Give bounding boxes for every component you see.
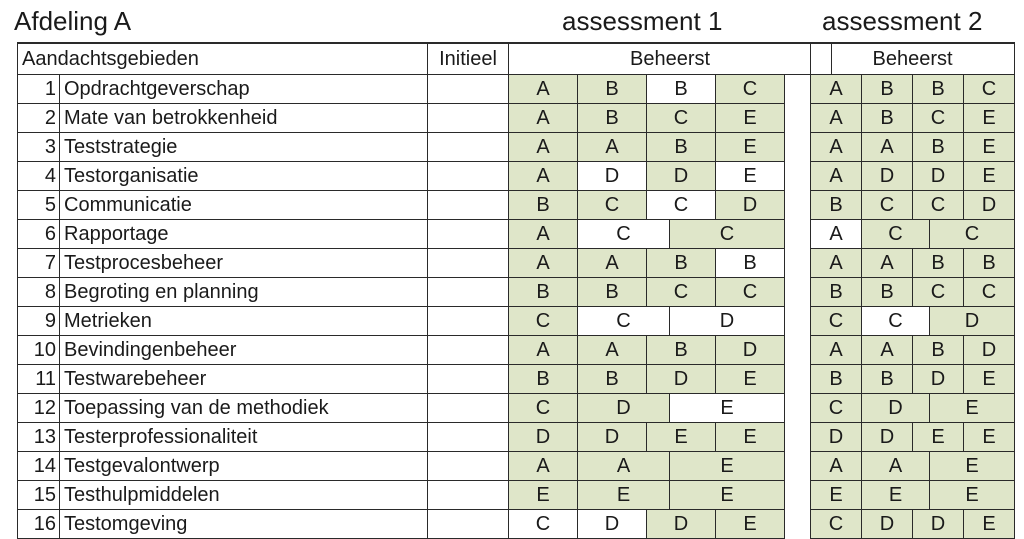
level-cell: A	[509, 133, 578, 162]
row-number: 5	[18, 191, 60, 220]
initial-cell	[428, 191, 509, 220]
table-row	[18, 191, 832, 220]
level-cell: E	[716, 365, 785, 394]
level-cell: A	[811, 249, 862, 278]
level-cell: A	[811, 104, 862, 133]
level-cell: C	[964, 278, 1015, 307]
level-cell: A	[811, 452, 862, 481]
table-row	[18, 394, 832, 423]
table-row	[18, 249, 832, 278]
row-number: 10	[18, 336, 60, 365]
level-cell: B	[913, 336, 964, 365]
initial-cell	[428, 510, 509, 539]
level-cell: A	[509, 162, 578, 191]
table-row	[18, 104, 832, 133]
level-cell: B	[716, 249, 785, 278]
table-row	[811, 220, 1015, 249]
level-cell: C	[647, 191, 716, 220]
level-cell: C	[811, 394, 862, 423]
row-number: 11	[18, 365, 60, 394]
level-cell: E	[716, 510, 785, 539]
level-cell: A	[862, 452, 930, 481]
level-cell: B	[647, 336, 716, 365]
level-cell: D	[578, 162, 647, 191]
level-cell: C	[647, 278, 716, 307]
level-cell: A	[578, 452, 670, 481]
initial-cell	[428, 75, 509, 104]
level-cell: B	[647, 249, 716, 278]
level-cell: B	[862, 104, 913, 133]
level-cell: C	[670, 220, 785, 249]
level-cell: B	[811, 278, 862, 307]
table-row	[811, 191, 1015, 220]
level-cell: B	[862, 365, 913, 394]
mastered-header-a1: Beheerst	[509, 43, 832, 75]
table-row	[18, 510, 832, 539]
area-name: Begroting en planning	[60, 278, 428, 307]
table-row	[18, 336, 832, 365]
level-cell: E	[670, 394, 785, 423]
level-cell: B	[578, 104, 647, 133]
initial-cell	[428, 394, 509, 423]
level-cell: A	[509, 104, 578, 133]
table-row	[18, 307, 832, 336]
level-cell: D	[578, 394, 670, 423]
row-number: 3	[18, 133, 60, 162]
level-cell: C	[578, 191, 647, 220]
initial-cell	[428, 249, 509, 278]
mastered-header-a2: Beheerst	[811, 43, 1015, 75]
level-cell: D	[647, 162, 716, 191]
level-cell: E	[913, 423, 964, 452]
initial-cell	[428, 220, 509, 249]
row-number: 12	[18, 394, 60, 423]
level-cell: D	[647, 510, 716, 539]
area-name: Mate van betrokkenheid	[60, 104, 428, 133]
initial-cell	[428, 307, 509, 336]
level-cell: D	[578, 510, 647, 539]
department-title: Afdeling A	[14, 6, 132, 36]
level-cell: C	[716, 278, 785, 307]
level-cell: D	[670, 307, 785, 336]
assessment-2-title: assessment 2	[822, 6, 983, 36]
row-number: 2	[18, 104, 60, 133]
level-cell: D	[913, 162, 964, 191]
level-cell: C	[578, 307, 670, 336]
level-cell: E	[964, 423, 1015, 452]
level-cell: E	[964, 133, 1015, 162]
area-name: Testwarebeheer	[60, 365, 428, 394]
initial-header: Initieel	[428, 43, 509, 75]
level-cell: A	[811, 133, 862, 162]
table-row	[811, 133, 1015, 162]
level-cell: B	[913, 133, 964, 162]
level-cell: E	[716, 162, 785, 191]
row-number: 1	[18, 75, 60, 104]
level-cell: E	[964, 365, 1015, 394]
level-cell: D	[862, 423, 913, 452]
table-row	[811, 278, 1015, 307]
level-cell: B	[578, 365, 647, 394]
level-cell: B	[509, 365, 578, 394]
row-number: 8	[18, 278, 60, 307]
level-cell: A	[811, 162, 862, 191]
area-name: Teststrategie	[60, 133, 428, 162]
level-cell: C	[862, 191, 913, 220]
level-cell: A	[811, 220, 862, 249]
header-row	[18, 43, 832, 75]
level-cell: A	[578, 133, 647, 162]
row-number: 4	[18, 162, 60, 191]
table-row	[811, 249, 1015, 278]
area-name: Opdrachtgeverschap	[60, 75, 428, 104]
level-cell: B	[811, 191, 862, 220]
table-row	[811, 481, 1015, 510]
level-cell: C	[509, 307, 578, 336]
level-cell: E	[716, 104, 785, 133]
level-cell: A	[862, 249, 913, 278]
level-cell: C	[509, 394, 578, 423]
level-cell: C	[964, 75, 1015, 104]
level-cell: B	[913, 249, 964, 278]
level-cell: B	[578, 278, 647, 307]
table-row	[811, 452, 1015, 481]
table-row	[811, 394, 1015, 423]
initial-cell	[428, 336, 509, 365]
initial-cell	[428, 423, 509, 452]
initial-cell	[428, 104, 509, 133]
area-name: Testerprofessionaliteit	[60, 423, 428, 452]
level-cell: C	[913, 191, 964, 220]
level-cell: B	[647, 133, 716, 162]
level-cell: B	[964, 249, 1015, 278]
initial-cell	[428, 481, 509, 510]
level-cell: A	[509, 336, 578, 365]
level-cell: A	[578, 336, 647, 365]
area-name: Testgevalontwerp	[60, 452, 428, 481]
row-number: 13	[18, 423, 60, 452]
level-cell: D	[913, 510, 964, 539]
level-cell: D	[647, 365, 716, 394]
row-number: 7	[18, 249, 60, 278]
level-cell: E	[716, 423, 785, 452]
level-cell: B	[862, 278, 913, 307]
level-cell: D	[964, 191, 1015, 220]
level-cell: E	[647, 423, 716, 452]
initial-cell	[428, 278, 509, 307]
level-cell: D	[716, 336, 785, 365]
row-number: 9	[18, 307, 60, 336]
level-cell: D	[811, 423, 862, 452]
level-cell: D	[930, 307, 1015, 336]
table-row	[811, 510, 1015, 539]
level-cell: B	[509, 278, 578, 307]
initial-cell	[428, 452, 509, 481]
initial-cell	[428, 162, 509, 191]
table-row	[18, 452, 832, 481]
level-cell: E	[964, 510, 1015, 539]
area-header: Aandachtsgebieden	[18, 43, 428, 75]
initial-cell	[428, 133, 509, 162]
level-cell: A	[862, 336, 913, 365]
level-cell: E	[716, 133, 785, 162]
assessment-1-table	[17, 42, 832, 539]
level-cell: C	[930, 220, 1015, 249]
level-cell: C	[862, 307, 930, 336]
area-name: Rapportage	[60, 220, 428, 249]
level-cell: B	[862, 75, 913, 104]
area-name: Testomgeving	[60, 510, 428, 539]
table-row	[811, 162, 1015, 191]
level-cell: B	[647, 75, 716, 104]
level-cell: D	[913, 365, 964, 394]
level-cell: B	[913, 75, 964, 104]
level-cell: A	[509, 220, 578, 249]
area-name: Testorganisatie	[60, 162, 428, 191]
table-row	[18, 278, 832, 307]
level-cell: D	[862, 162, 913, 191]
level-cell: A	[509, 75, 578, 104]
level-cell: E	[578, 481, 670, 510]
level-cell: E	[509, 481, 578, 510]
level-cell: E	[811, 481, 862, 510]
level-cell: E	[930, 452, 1015, 481]
level-cell: D	[862, 394, 930, 423]
level-cell: D	[862, 510, 913, 539]
level-cell: C	[578, 220, 670, 249]
level-cell: D	[578, 423, 647, 452]
level-cell: E	[930, 481, 1015, 510]
level-cell: D	[716, 191, 785, 220]
area-name: Toepassing van de methodiek	[60, 394, 428, 423]
table-row	[18, 365, 832, 394]
row-number: 6	[18, 220, 60, 249]
row-number: 15	[18, 481, 60, 510]
area-name: Testprocesbeheer	[60, 249, 428, 278]
level-cell: C	[716, 75, 785, 104]
table-row	[811, 365, 1015, 394]
area-name: Metrieken	[60, 307, 428, 336]
level-cell: C	[811, 307, 862, 336]
level-cell: C	[913, 278, 964, 307]
table-row	[811, 75, 1015, 104]
level-cell: B	[509, 191, 578, 220]
level-cell: E	[670, 481, 785, 510]
table-row	[18, 220, 832, 249]
table-row	[18, 75, 832, 104]
table-row	[811, 104, 1015, 133]
row-number: 16	[18, 510, 60, 539]
row-number: 14	[18, 452, 60, 481]
level-cell: B	[578, 75, 647, 104]
area-name: Communicatie	[60, 191, 428, 220]
level-cell: A	[509, 452, 578, 481]
level-cell: E	[670, 452, 785, 481]
table-row	[18, 481, 832, 510]
level-cell: A	[862, 133, 913, 162]
level-cell: C	[862, 220, 930, 249]
level-cell: C	[913, 104, 964, 133]
level-cell: B	[811, 365, 862, 394]
level-cell: C	[509, 510, 578, 539]
level-cell: A	[811, 336, 862, 365]
area-name: Bevindingenbeheer	[60, 336, 428, 365]
initial-cell	[428, 365, 509, 394]
level-cell: C	[647, 104, 716, 133]
table-row	[18, 423, 832, 452]
level-cell: E	[964, 104, 1015, 133]
level-cell: A	[811, 75, 862, 104]
table-row	[811, 336, 1015, 365]
table-row	[18, 133, 832, 162]
assessment-1-title: assessment 1	[562, 6, 723, 36]
level-cell: D	[964, 336, 1015, 365]
table-row	[811, 307, 1015, 336]
header-row	[811, 43, 1015, 75]
table-row	[811, 423, 1015, 452]
table-row	[18, 162, 832, 191]
level-cell: E	[930, 394, 1015, 423]
level-cell: A	[509, 249, 578, 278]
level-cell: E	[862, 481, 930, 510]
assessment-2-table	[810, 42, 1015, 539]
level-cell: E	[964, 162, 1015, 191]
level-cell: A	[578, 249, 647, 278]
area-name: Testhulpmiddelen	[60, 481, 428, 510]
level-cell: C	[811, 510, 862, 539]
level-cell: D	[509, 423, 578, 452]
